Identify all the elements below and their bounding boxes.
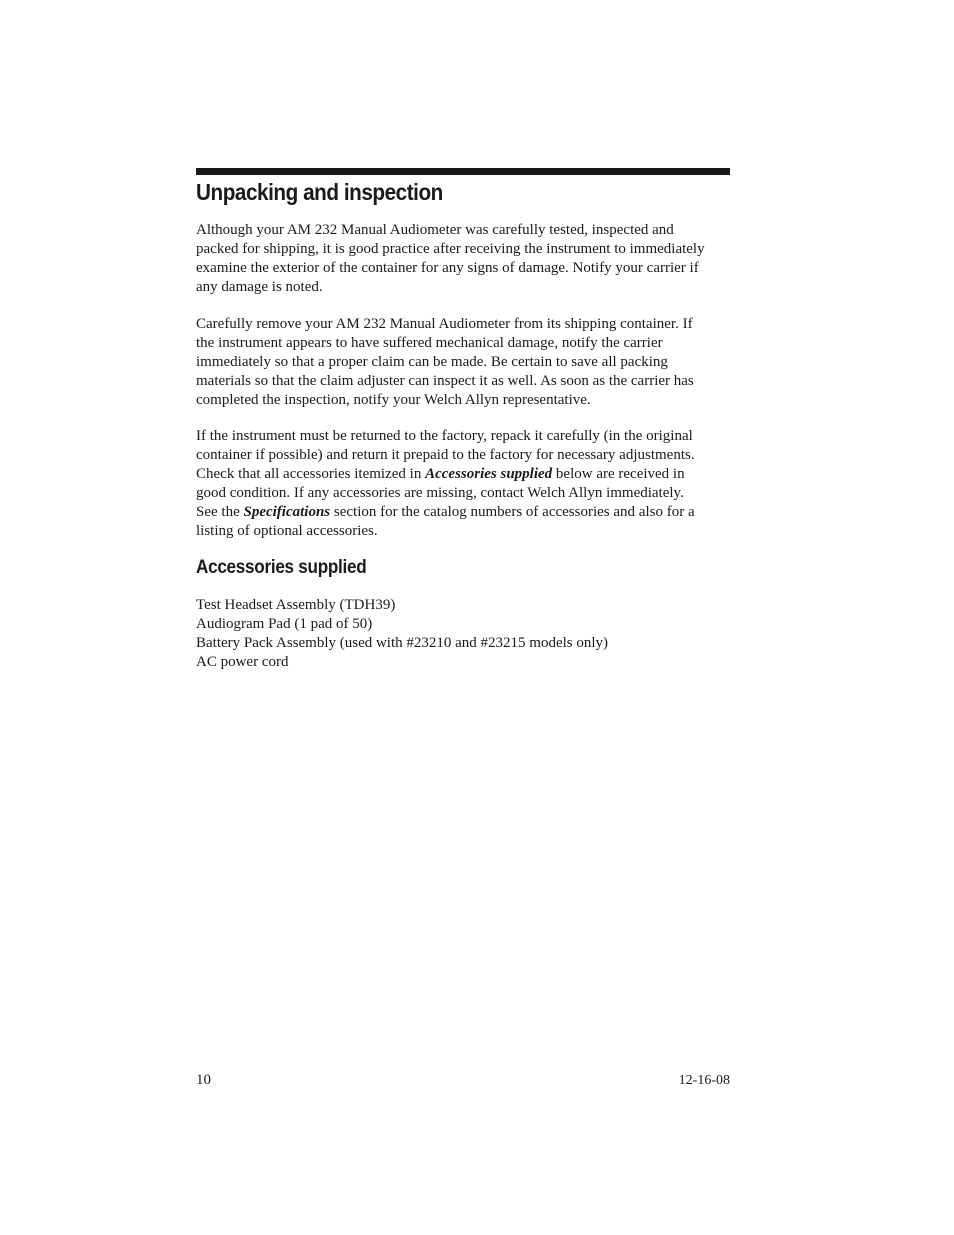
section-top-rule bbox=[196, 168, 730, 175]
text-line: the instrument appears to have suffered mechanical damage, notify the carrier bbox=[196, 335, 663, 351]
text-run: below are received in bbox=[552, 466, 685, 482]
text-line bbox=[196, 503, 730, 522]
text-line: examine the exterior of the container for any signs of damage. Notify your carrier if bbox=[196, 260, 699, 276]
text-line: any damage is noted. bbox=[196, 279, 323, 295]
text-line: listing of optional accessories. bbox=[196, 523, 378, 539]
text-run: Check that all accessories itemized in bbox=[196, 466, 426, 482]
list-item: AC power cord bbox=[196, 654, 289, 670]
text-line: materials so that the claim adjuster can inspect it as well. As soon as the carrier has bbox=[196, 373, 694, 389]
revision-date: 12-16-08 bbox=[678, 1073, 730, 1088]
paragraph-inspection-intro bbox=[196, 221, 730, 297]
text-line bbox=[196, 465, 730, 484]
list-item: Battery Pack Assembly (used with #23210 and #23215 models only) bbox=[196, 635, 609, 651]
text-run: See the bbox=[196, 504, 244, 520]
text-line: immediately so that a proper claim can be made. Be certain to save all packing bbox=[196, 354, 668, 370]
text-line: packed for shipping, it is good practice after receiving the instrument to immediately bbox=[196, 241, 705, 257]
list-item: Test Headset Assembly (TDH39) bbox=[196, 597, 396, 613]
text-line: If the instrument must be returned to the factory, repack it carefully (in the original bbox=[196, 428, 693, 444]
text-line: Although your AM 232 Manual Audiometer was carefully tested, inspected and bbox=[196, 222, 674, 238]
paragraph-remove-container bbox=[196, 315, 730, 410]
specifications-reference: Specifications bbox=[243, 504, 331, 520]
accessories-heading: Accessories supplied bbox=[196, 557, 367, 578]
text-run: section for the catalog numbers of accessories and also for a bbox=[330, 504, 695, 520]
accessories-list bbox=[196, 596, 608, 672]
text-line: container if possible) and return it prepaid to the factory for necessary adjustments. bbox=[196, 447, 695, 463]
text-line: Carefully remove your AM 232 Manual Audiometer from its shipping container. If bbox=[196, 316, 693, 332]
page-number: 10 bbox=[196, 1072, 211, 1088]
section-title: Unpacking and inspection bbox=[196, 179, 443, 205]
text-line: completed the inspection, notify your Welch Allyn representative. bbox=[196, 392, 591, 408]
list-item: Audiogram Pad (1 pad of 50) bbox=[196, 616, 373, 632]
accessories-supplied-reference: Accessories supplied bbox=[425, 466, 553, 482]
text-line: good condition. If any accessories are missing, contact Welch Allyn immediately. bbox=[196, 485, 684, 501]
paragraph-return-factory bbox=[196, 427, 730, 541]
